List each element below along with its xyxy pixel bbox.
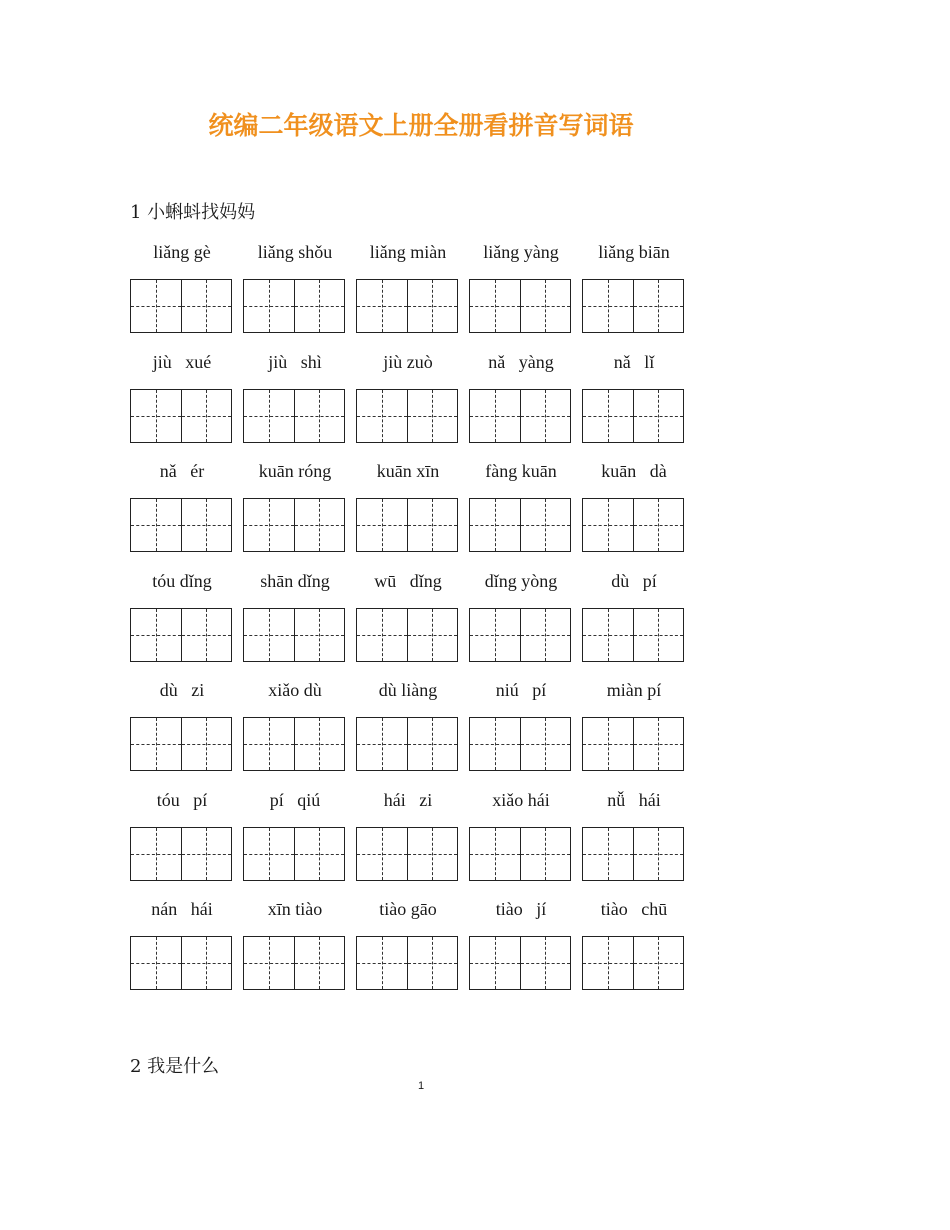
- word-cell: [243, 240, 347, 270]
- writing-box-pair[interactable]: [582, 498, 684, 552]
- word-cell: [582, 788, 686, 818]
- tianzige-box[interactable]: [357, 937, 408, 989]
- tianzige-box[interactable]: [244, 390, 295, 442]
- writing-box-pair[interactable]: [469, 279, 571, 333]
- pinyin-label: pí qiú: [269, 789, 321, 810]
- writing-box-pair[interactable]: [469, 389, 571, 443]
- pinyin-label: fàng kuān: [485, 461, 557, 481]
- pinyin-label: niú pí: [495, 680, 547, 700]
- pinyin-label: hái zi: [383, 789, 433, 810]
- writing-box-pair[interactable]: [243, 389, 345, 443]
- pinyin-label: nǎ ér: [159, 461, 205, 481]
- word-cell: [243, 788, 347, 818]
- writing-box-pair[interactable]: [469, 498, 571, 552]
- tianzige-box[interactable]: [244, 937, 295, 989]
- tianzige-box[interactable]: [470, 718, 521, 770]
- pinyin-label: dù pí: [611, 570, 657, 591]
- word-cell: [582, 678, 686, 708]
- word-cell: [130, 569, 234, 599]
- tianzige-box[interactable]: [470, 499, 521, 551]
- writing-box-pair[interactable]: [582, 389, 684, 443]
- word-row: [130, 350, 690, 460]
- tianzige-box[interactable]: [521, 499, 571, 551]
- writing-box-pair[interactable]: [356, 936, 458, 990]
- word-cell: [356, 459, 460, 489]
- writing-box-pair[interactable]: [243, 936, 345, 990]
- tianzige-box[interactable]: [470, 828, 521, 880]
- tianzige-box[interactable]: [182, 390, 232, 442]
- tianzige-box[interactable]: [634, 499, 684, 551]
- tianzige-box[interactable]: [470, 937, 521, 989]
- tianzige-box[interactable]: [357, 609, 408, 661]
- writing-box-pair[interactable]: [356, 389, 458, 443]
- tianzige-box[interactable]: [583, 718, 634, 770]
- tianzige-box[interactable]: [634, 390, 684, 442]
- tianzige-box[interactable]: [182, 718, 232, 770]
- tianzige-box[interactable]: [131, 390, 182, 442]
- tianzige-box[interactable]: [408, 499, 458, 551]
- writing-box-pair[interactable]: [243, 498, 345, 552]
- tianzige-box[interactable]: [244, 499, 295, 551]
- tianzige-box[interactable]: [131, 828, 182, 880]
- writing-box-pair[interactable]: [130, 608, 232, 662]
- word-row: [130, 897, 690, 1007]
- word-cell: [469, 569, 573, 599]
- pinyin-label: xiǎo dù: [268, 680, 322, 700]
- tianzige-box[interactable]: [295, 280, 345, 332]
- word-cell: [582, 897, 686, 927]
- tianzige-box[interactable]: [634, 280, 684, 332]
- section-heading-2: 2 我是什么: [130, 1056, 220, 1077]
- pinyin-label: liǎng gè: [153, 242, 211, 262]
- writing-box-pair[interactable]: [582, 827, 684, 881]
- word-cell: [243, 459, 347, 489]
- pinyin-label: liǎng yàng: [483, 242, 559, 262]
- word-cell: [469, 240, 573, 270]
- tianzige-box[interactable]: [244, 280, 295, 332]
- pinyin-label: jiù xué: [152, 351, 212, 372]
- pinyin-label: tóu dǐng: [152, 570, 212, 591]
- writing-box-pair[interactable]: [469, 936, 571, 990]
- tianzige-box[interactable]: [244, 718, 295, 770]
- tianzige-box[interactable]: [357, 828, 408, 880]
- pinyin-label: tiào chū: [600, 899, 668, 919]
- tianzige-box[interactable]: [521, 718, 571, 770]
- writing-box-pair[interactable]: [130, 936, 232, 990]
- word-row: [130, 459, 690, 569]
- pinyin-label: nǎ lǐ: [613, 351, 655, 372]
- tianzige-box[interactable]: [408, 718, 458, 770]
- tianzige-box[interactable]: [131, 280, 182, 332]
- pinyin-label: tiào jí: [495, 899, 547, 919]
- writing-box-pair[interactable]: [130, 389, 232, 443]
- tianzige-box[interactable]: [408, 937, 458, 989]
- word-row: [130, 678, 690, 788]
- tianzige-box[interactable]: [634, 718, 684, 770]
- tianzige-box[interactable]: [634, 609, 684, 661]
- tianzige-box[interactable]: [470, 390, 521, 442]
- tianzige-box[interactable]: [634, 828, 684, 880]
- writing-box-pair[interactable]: [469, 608, 571, 662]
- word-cell: [469, 678, 573, 708]
- pinyin-label: jiù zuò: [383, 351, 433, 372]
- pinyin-label: nǎ yàng: [488, 351, 554, 372]
- pinyin-label: dǐng yòng: [484, 570, 558, 591]
- word-cell: [243, 350, 347, 380]
- tianzige-box[interactable]: [634, 937, 684, 989]
- tianzige-box[interactable]: [244, 609, 295, 661]
- pinyin-label: liǎng miàn: [369, 242, 447, 262]
- tianzige-box[interactable]: [521, 828, 571, 880]
- writing-box-pair[interactable]: [130, 717, 232, 771]
- pinyin-label: nǚ hái: [607, 789, 661, 810]
- pinyin-label: tóu pí: [156, 789, 208, 810]
- tianzige-box[interactable]: [521, 390, 571, 442]
- writing-box-pair[interactable]: [356, 498, 458, 552]
- tianzige-box[interactable]: [182, 828, 232, 880]
- writing-box-pair[interactable]: [243, 717, 345, 771]
- word-cell: [582, 350, 686, 380]
- tianzige-box[interactable]: [295, 937, 345, 989]
- tianzige-box[interactable]: [182, 499, 232, 551]
- tianzige-box[interactable]: [583, 499, 634, 551]
- writing-box-pair[interactable]: [243, 279, 345, 333]
- pinyin-label: shān dǐng: [260, 570, 330, 591]
- tianzige-box[interactable]: [521, 609, 571, 661]
- word-cell: [243, 569, 347, 599]
- writing-box-pair[interactable]: [356, 717, 458, 771]
- writing-box-pair[interactable]: [582, 608, 684, 662]
- word-cell: [130, 897, 234, 927]
- pinyin-label: dù liàng: [378, 680, 438, 700]
- word-cell: [130, 678, 234, 708]
- writing-box-pair[interactable]: [582, 717, 684, 771]
- writing-box-pair[interactable]: [582, 936, 684, 990]
- tianzige-box[interactable]: [131, 609, 182, 661]
- pinyin-label: miàn pí: [606, 680, 662, 700]
- tianzige-box[interactable]: [521, 280, 571, 332]
- word-cell: [469, 897, 573, 927]
- pinyin-label: liǎng shǒu: [257, 242, 333, 262]
- writing-box-pair[interactable]: [582, 279, 684, 333]
- word-cell: [356, 897, 460, 927]
- word-cell: [469, 788, 573, 818]
- tianzige-box[interactable]: [357, 718, 408, 770]
- pinyin-label: xiǎo hái: [492, 789, 550, 810]
- word-row: [130, 569, 690, 679]
- writing-box-pair[interactable]: [356, 827, 458, 881]
- tianzige-box[interactable]: [244, 828, 295, 880]
- word-cell: [130, 350, 234, 380]
- tianzige-box[interactable]: [295, 609, 345, 661]
- word-cell: [356, 788, 460, 818]
- tianzige-box[interactable]: [131, 718, 182, 770]
- tianzige-box[interactable]: [470, 609, 521, 661]
- pinyin-label: dù zi: [159, 680, 205, 700]
- writing-box-pair[interactable]: [130, 827, 232, 881]
- word-cell: [356, 678, 460, 708]
- tianzige-box[interactable]: [295, 390, 345, 442]
- word-cell: [469, 459, 573, 489]
- tianzige-box[interactable]: [357, 280, 408, 332]
- page-title: 统编二年级语文上册全册看拼音写词语: [208, 111, 634, 140]
- pinyin-label: tiào gāo: [379, 899, 437, 919]
- writing-box-pair[interactable]: [469, 827, 571, 881]
- pinyin-label: jiù shì: [268, 351, 322, 372]
- tianzige-box[interactable]: [521, 937, 571, 989]
- writing-box-pair[interactable]: [243, 608, 345, 662]
- word-row: [130, 240, 690, 350]
- pinyin-label: kuān xīn: [376, 461, 440, 481]
- writing-box-pair[interactable]: [356, 608, 458, 662]
- section-heading-1: 1 小蝌蚪找妈妈: [130, 202, 256, 223]
- word-cell: [243, 678, 347, 708]
- tianzige-box[interactable]: [408, 390, 458, 442]
- tianzige-box[interactable]: [295, 499, 345, 551]
- tianzige-box[interactable]: [583, 828, 634, 880]
- writing-box-pair[interactable]: [356, 279, 458, 333]
- tianzige-box[interactable]: [131, 499, 182, 551]
- tianzige-box[interactable]: [408, 280, 458, 332]
- pinyin-label: liǎng biān: [598, 242, 670, 262]
- tianzige-box[interactable]: [583, 280, 634, 332]
- tianzige-box[interactable]: [583, 609, 634, 661]
- tianzige-box[interactable]: [470, 280, 521, 332]
- writing-box-pair[interactable]: [130, 498, 232, 552]
- tianzige-box[interactable]: [295, 718, 345, 770]
- tianzige-box[interactable]: [131, 937, 182, 989]
- pinyin-label: nán hái: [151, 899, 213, 919]
- word-row: [130, 788, 690, 898]
- pinyin-label: kuān dà: [601, 461, 667, 481]
- pinyin-grid: [130, 240, 690, 1007]
- tianzige-box[interactable]: [408, 828, 458, 880]
- word-cell: [130, 240, 234, 270]
- tianzige-box[interactable]: [295, 828, 345, 880]
- tianzige-box[interactable]: [182, 609, 232, 661]
- tianzige-box[interactable]: [182, 280, 232, 332]
- pinyin-label: wū dǐng: [374, 570, 442, 591]
- tianzige-box[interactable]: [583, 390, 634, 442]
- pinyin-label: kuān róng: [258, 461, 332, 481]
- writing-box-pair[interactable]: [130, 279, 232, 333]
- word-cell: [130, 459, 234, 489]
- word-cell: [469, 350, 573, 380]
- word-cell: [356, 569, 460, 599]
- word-cell: [356, 350, 460, 380]
- tianzige-box[interactable]: [583, 937, 634, 989]
- word-cell: [356, 240, 460, 270]
- writing-box-pair[interactable]: [243, 827, 345, 881]
- word-cell: [582, 459, 686, 489]
- word-cell: [582, 240, 686, 270]
- page-number: 1: [417, 1080, 425, 1092]
- tianzige-box[interactable]: [182, 937, 232, 989]
- tianzige-box[interactable]: [408, 609, 458, 661]
- tianzige-box[interactable]: [357, 390, 408, 442]
- writing-box-pair[interactable]: [469, 717, 571, 771]
- tianzige-box[interactable]: [357, 499, 408, 551]
- pinyin-label: xīn tiào: [267, 899, 323, 919]
- word-cell: [582, 569, 686, 599]
- word-cell: [130, 788, 234, 818]
- word-cell: [243, 897, 347, 927]
